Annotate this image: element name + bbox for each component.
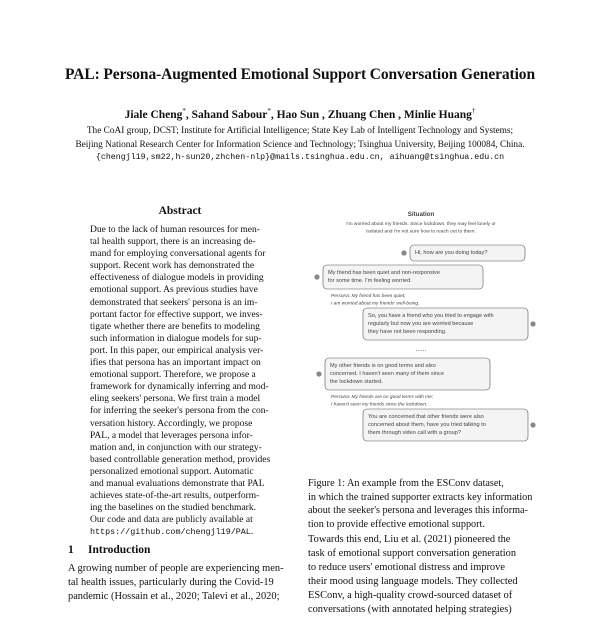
introduction-right-column [308, 533, 536, 617]
seeker-avatar-icon [401, 250, 406, 255]
paragraph-line: tal health issues, particularly during the Covid-19 [68, 577, 274, 588]
abstract-line: emotional support. As previous studies have [90, 285, 258, 296]
abstract-body [90, 224, 276, 538]
section-title: Introduction [88, 544, 151, 556]
abstract-line: Our code and data are publicly available at [90, 515, 253, 526]
dialogue-line: My other friends is on good terms and also [330, 363, 436, 369]
author-mark: * [182, 107, 186, 115]
abstract-line: eling seekers' persona. We first train a model [90, 394, 261, 405]
abstract-line: framework for dynamically inferring and mod- [90, 382, 269, 393]
situation-line: isolated and I'm not sure how to reach out to them. [366, 229, 476, 235]
paragraph-line: to reduce users' emotional distress and improve [308, 562, 505, 573]
situation-line: I'm worried about my friends. Since lockdown, they may feel lonely or [346, 222, 496, 227]
abstract-line: achieves state-of-the-art results, outperform- [90, 491, 260, 502]
abstract-line: port. In this paper, our empirical analysis ver- [90, 345, 264, 356]
dialogue-line: My friend has been quiet and non-responsive [328, 270, 440, 276]
seeker-avatar-icon [314, 274, 319, 279]
abstract-line: for inferring the seeker's persona from the con- [90, 406, 269, 417]
abstract-line: effectiveness of dialogue models in providing [90, 273, 264, 284]
author-mark: † [471, 107, 476, 115]
abstract-line: versation history. Accordingly, we propose [90, 418, 253, 429]
abstract-line: tal health support, there is an increasing de- [90, 237, 256, 248]
caption-line: about the seeker's persona and leverages this informa- [308, 505, 528, 517]
dialogue-line: Hi, how are you doing today? [415, 250, 488, 256]
dialogue-line: for some time. I'm feeling worried. [328, 278, 412, 284]
paper-title: PAL: Persona-Augmented Emotional Support Conversation Generation [65, 66, 535, 83]
author-list: Jiale Cheng*, Sahand Sabour*, Hao Sun , Zhuang Chen , Minlie Huang† [124, 107, 476, 121]
abstract-line: tigate whether there are benefits to modeling [90, 321, 260, 332]
seeker-bubble [323, 265, 483, 289]
caption-line: in which the trained supporter extracts key information [308, 491, 533, 503]
situation-label: Situation [407, 211, 435, 218]
dialogue-line: they have not been responding. [368, 329, 447, 335]
paragraph-line: conversations (with annotated helping strategies) [308, 604, 512, 615]
author-name: Zhuang Chen [327, 108, 396, 121]
author-emails: {chengjl19,sm22,h-sun20,zhchen-nlp}@mails.tsinghua.edu.cn, aihuang@tsinghua.edu.cn [95, 153, 505, 162]
abstract-heading: Abstract [158, 205, 202, 217]
figure-1-dialogue [305, 205, 537, 470]
supporter-avatar-icon [530, 422, 535, 427]
dialogue-ellipsis: ...... [415, 346, 427, 353]
abstract-line: demonstrated that seekers' persona is an im- [90, 297, 258, 308]
supporter-avatar-icon [530, 321, 535, 326]
author-name: Hao Sun [276, 108, 320, 121]
section-heading-introduction [68, 544, 150, 556]
persona-line: I haven't seen my friends since the lockdown. [331, 402, 428, 408]
abstract-line: ifies that persona has an important impact on [90, 358, 261, 369]
abstract-line: based controllable generation method, provides [90, 454, 271, 465]
persona-line: Persona: My friend has been quiet; [331, 294, 406, 299]
dialogue-line: regularly but now you are worried because [368, 321, 474, 327]
seeker-avatar-icon [316, 371, 321, 376]
dialogue-line: You are concerned that other friends were also [368, 414, 484, 420]
abstract-line: PAL, a model that leverages persona infor- [90, 430, 253, 441]
abstract-line: support. Recent work has demonstrated the [90, 261, 255, 272]
abstract-line: and manual evaluations demonstrate that PAL [90, 478, 265, 489]
paragraph-line: task of emotional support conversation generation [308, 548, 517, 559]
abstract-line: ing the baselines on the studied benchmark. [90, 503, 256, 514]
persona-line: I am worried about my friends' well-being. [331, 301, 420, 307]
introduction-left-column [68, 562, 300, 604]
dialogue-line: concerned. I haven't seen many of them since [330, 371, 444, 377]
author-name: Sahand Sabour [191, 108, 268, 121]
abstract-line: Due to the lack of human resources for men- [90, 225, 260, 235]
paragraph-line: ESConv, a high-quality crowd-sourced dataset of [308, 590, 513, 601]
dialogue-line: So, you have a friend who you tried to engage with [368, 313, 494, 319]
dialogue-line: the lockdown started. [330, 379, 383, 385]
abstract-line: portant factor for effective support, we inves- [90, 309, 263, 320]
paragraph-line: Towards this end, Liu et al. (2021) pioneered the [308, 534, 511, 545]
author-mark: * [267, 107, 271, 115]
abstract-line: personalized emotional support. Automatic [90, 466, 254, 477]
dialogue-line: them through video call with a group? [368, 430, 461, 436]
dialogue-line: concerned about them, have you tried talking to [368, 422, 486, 428]
figure-caption [308, 477, 536, 531]
paragraph-line: pandemic (Hossain et al., 2020; Talevi et al., 2020; [68, 591, 280, 602]
caption-line: Figure 1: An example from the ESConv dataset, [308, 478, 504, 489]
affiliation-line: Beijing National Research Center for Information Science and Technology; Tsinghua University, Beijing 100084, China. [75, 140, 525, 150]
affiliation-line: The CoAI group, DCST; Institute for Artificial Intelligence; State Key Lab of Intelligent Technology and Systems; [86, 126, 514, 136]
code-link[interactable]: https://github.com/chengjl19/PAL [90, 527, 251, 538]
abstract-line: mation and, in conjunction with our strategy- [90, 442, 262, 453]
paragraph-line: A growing number of people are experiencing men- [68, 563, 284, 574]
author-name: Jiale Cheng [124, 108, 183, 121]
caption-line: tion to provide effective emotional support. [308, 518, 485, 530]
paragraph-line: their mood using language models. They collected [308, 576, 518, 587]
abstract-line: https://github.com/chengjl19/PAL. [90, 527, 254, 538]
author-name: Minlie Huang [403, 108, 472, 121]
persona-line: Persona: My friends are on good terms with me; [331, 395, 434, 400]
abstract-line: such information in dialogue models for sup- [90, 333, 262, 344]
abstract-line: mand for employing conversational agents for [90, 249, 266, 260]
abstract-line: emotional support. Therefore, we propose a [90, 370, 256, 381]
section-number: 1 [68, 544, 74, 556]
